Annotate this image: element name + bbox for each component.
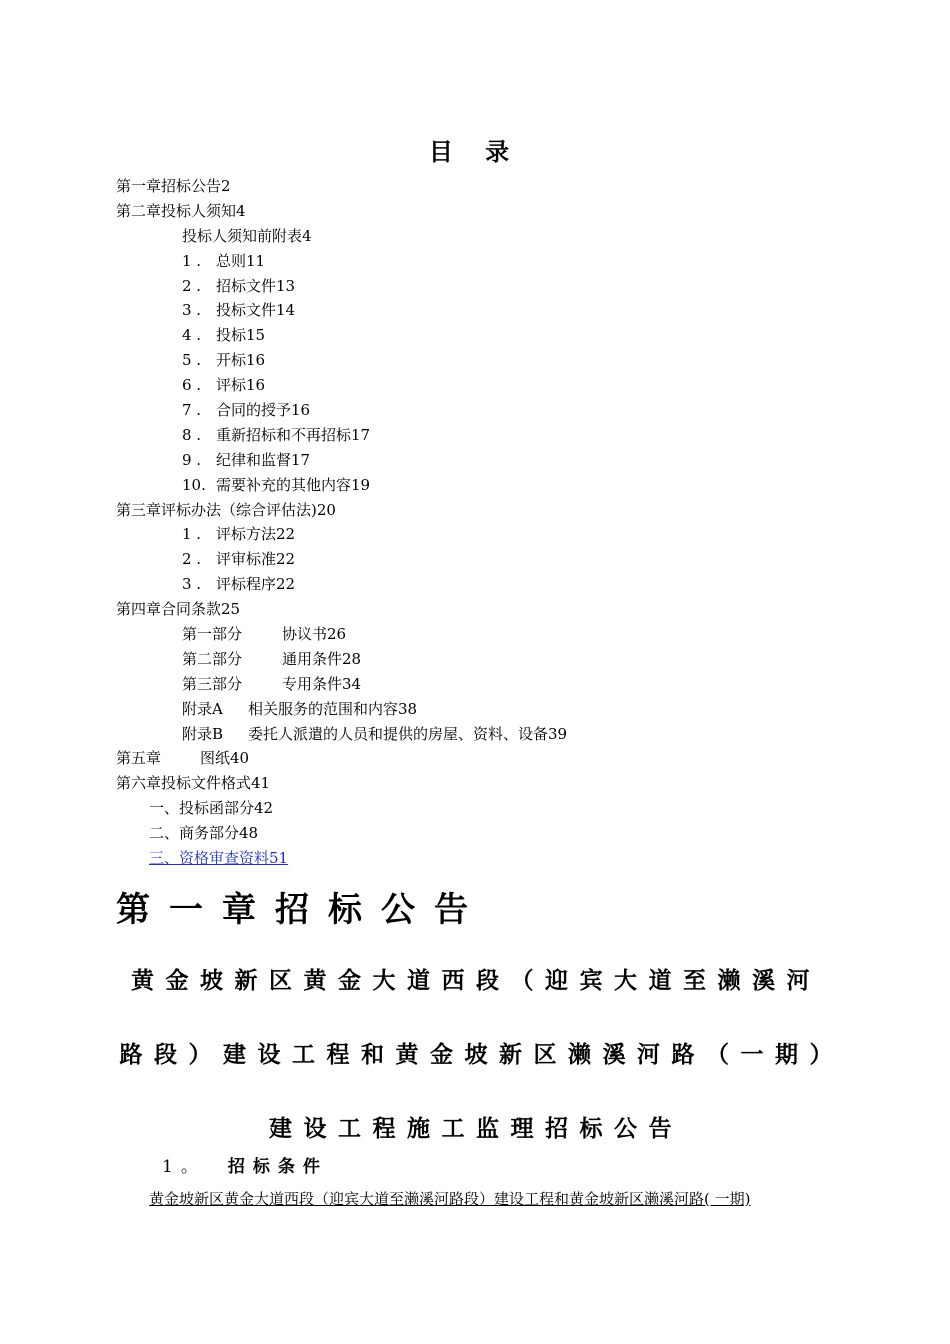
toc-entry-number: 附录B	[182, 724, 224, 743]
toc-entry[interactable]	[0, 622, 950, 647]
toc-entry-number: 第一部分	[182, 625, 243, 644]
toc-entry-text: 投标文件14	[216, 301, 296, 320]
toc-entry-text: 重新招标和不再招标17	[216, 425, 371, 444]
toc-entry[interactable]	[0, 323, 950, 348]
toc-entry-text: 协议书26	[282, 625, 347, 644]
toc-entry-number: 9 .	[182, 450, 202, 469]
toc-entry[interactable]	[0, 423, 950, 448]
toc-entry[interactable]	[0, 672, 950, 697]
toc-entry-number: 2 .	[182, 276, 202, 295]
toc-entry-number: 2 .	[182, 550, 202, 569]
toc-entry[interactable]	[0, 796, 950, 821]
toc-entry[interactable]	[0, 274, 950, 299]
toc-entry-text: 图纸40	[200, 749, 250, 768]
toc-entry[interactable]	[0, 572, 950, 597]
toc-entry[interactable]	[0, 846, 950, 871]
toc-entry-number: 第三部分	[182, 674, 243, 693]
toc-entry-text: 第三章评标办法（综合评估法)20	[116, 500, 336, 519]
toc-entry[interactable]	[0, 821, 950, 846]
toc-entry[interactable]	[0, 647, 950, 672]
toc-entry-text: 二、商务部分48	[149, 824, 259, 843]
toc-entry-text: 投标人须知前附表4	[182, 226, 312, 245]
toc-entry[interactable]	[0, 498, 950, 523]
toc-entry-text: 评标程序22	[216, 575, 296, 594]
toc-entry-text: 通用条件28	[282, 649, 362, 668]
toc-entry-number: 7 .	[182, 401, 202, 420]
toc-entry[interactable]	[0, 298, 950, 323]
toc-entry[interactable]	[0, 746, 950, 771]
toc-entry-number: 1 .	[182, 251, 202, 270]
toc-entry-number: 3 .	[182, 575, 202, 594]
toc-entry-text: 纪律和监督17	[216, 450, 311, 469]
toc-entry-number: 附录A	[182, 699, 223, 718]
toc-entry-text: 评标16	[216, 376, 266, 395]
toc-entry[interactable]	[0, 448, 950, 473]
toc-title: 目 录	[428, 138, 522, 166]
toc-entry-text: 相关服务的范围和内容38	[248, 699, 418, 718]
toc-entry-text: 评标方法22	[216, 525, 296, 544]
toc-entry[interactable]	[0, 473, 950, 498]
toc-entry[interactable]	[0, 522, 950, 547]
toc-entry-number: 6 .	[182, 376, 202, 395]
toc-entry[interactable]	[0, 174, 950, 199]
table-of-contents	[0, 174, 950, 871]
toc-entry-number: 5 .	[182, 351, 202, 370]
toc-entry-text: 第一章招标公告2	[116, 177, 231, 195]
toc-entry-text: 开标16	[216, 351, 266, 370]
toc-entry[interactable]	[0, 398, 950, 423]
toc-entry-text: 需要补充的其他内容19	[216, 475, 371, 494]
toc-entry-text: 第二章投标人须知4	[116, 201, 246, 220]
section-number: 1。	[162, 1157, 206, 1177]
section-title: 招标条件	[227, 1157, 328, 1177]
toc-entry-link[interactable]: 三、资格审查资料51	[149, 849, 289, 868]
toc-entry-text: 合同的授予16	[216, 401, 311, 420]
toc-entry[interactable]	[0, 722, 950, 747]
toc-entry-number: 4 .	[182, 326, 202, 345]
section-body-text: 黄金坡新区黄金大道西段（迎宾大道至濑溪河路段）建设工程和黄金坡新区濑溪河路( 一期)	[149, 1190, 751, 1208]
toc-entry-text: 第六章投标文件格式41	[116, 774, 271, 793]
toc-entry-text: 一、投标函部分42	[149, 799, 274, 818]
toc-entry[interactable]	[0, 547, 950, 572]
toc-entry[interactable]	[0, 224, 950, 249]
toc-entry-number: 3 .	[182, 301, 202, 320]
toc-entry-number: 第二部分	[182, 649, 243, 668]
toc-entry[interactable]	[0, 373, 950, 398]
toc-entry-text: 委托人派遣的人员和提供的房屋、资料、设备39	[248, 724, 568, 743]
toc-entry[interactable]	[0, 771, 950, 796]
toc-entry-text: 总则11	[216, 251, 266, 270]
toc-entry-text: 投标15	[216, 326, 266, 345]
toc-entry[interactable]	[0, 597, 950, 622]
toc-entry-number: 8 .	[182, 425, 202, 444]
toc-entry-text: 招标文件13	[216, 276, 296, 295]
toc-entry[interactable]	[0, 249, 950, 274]
toc-entry[interactable]	[0, 199, 950, 224]
toc-entry-number: 10.	[182, 475, 206, 494]
toc-entry-number: 第五章	[116, 749, 162, 768]
chapter-heading: 第一章招标公告	[116, 890, 487, 930]
toc-entry-text: 第四章合同条款25	[116, 600, 241, 619]
toc-entry[interactable]	[0, 697, 950, 722]
toc-entry-text: 专用条件34	[282, 674, 362, 693]
notice-title: 黄金坡新区黄金大道西段（迎宾大道至濑溪河路段）建设工程和黄金坡新区濑溪河路（一期）建设工程施工监理招标公告	[119, 968, 833, 1142]
section-heading	[162, 1152, 328, 1177]
toc-entry[interactable]	[0, 348, 950, 373]
toc-entry-text: 评审标准22	[216, 550, 296, 569]
toc-entry-number: 1 .	[182, 525, 202, 544]
